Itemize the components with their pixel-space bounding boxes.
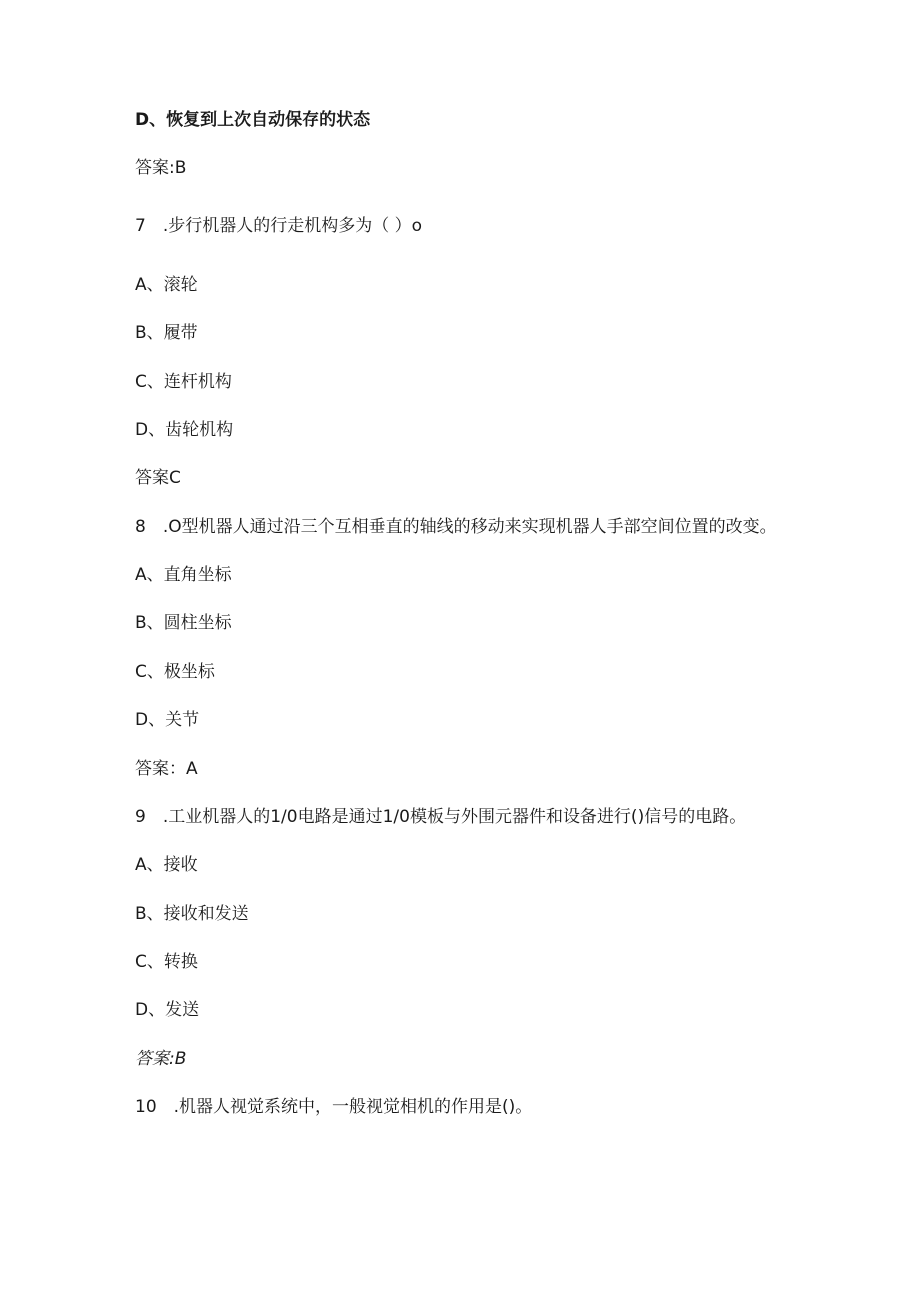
answer-q9: 答案:B bbox=[135, 1049, 187, 1069]
question-8: 8 .O型机器人通过沿三个互相垂直的轴线的移动来实现机器人手部空间位置的改变。 bbox=[135, 517, 777, 537]
option-d-q6: D、恢复到上次自动保存的状态 bbox=[135, 110, 371, 130]
answer-q8: 答案：A bbox=[135, 759, 198, 779]
option-d-q7: D、齿轮机构 bbox=[135, 420, 234, 440]
option-d-q9: D、发送 bbox=[135, 1000, 200, 1020]
question-10: 10 .机器人视觉系统中，一般视觉相机的作用是()。 bbox=[135, 1097, 533, 1117]
option-a-q7: A、滚轮 bbox=[135, 275, 198, 295]
option-b-q9: B、接收和发送 bbox=[135, 904, 249, 924]
answer-q6: 答案:B bbox=[135, 158, 187, 178]
answer-q7: 答案C bbox=[135, 468, 181, 488]
option-b-q8: B、圆柱坐标 bbox=[135, 613, 232, 633]
option-d-q8: D、关节 bbox=[135, 710, 200, 730]
question-7: 7 .步行机器人的行走机构多为（ ）o bbox=[135, 216, 423, 236]
option-c-q9: C、转换 bbox=[135, 952, 198, 972]
question-9: 9 .工业机器人的1/0电路是通过1/0模板与外围元器件和设备进行()信号的电路。 bbox=[135, 807, 747, 827]
option-c-q7: C、连杆机构 bbox=[135, 372, 232, 392]
option-a-q8: A、直角坐标 bbox=[135, 565, 232, 585]
option-c-q8: C、极坐标 bbox=[135, 662, 215, 682]
option-b-q7: B、履带 bbox=[135, 323, 198, 343]
option-a-q9: A、接收 bbox=[135, 855, 198, 875]
